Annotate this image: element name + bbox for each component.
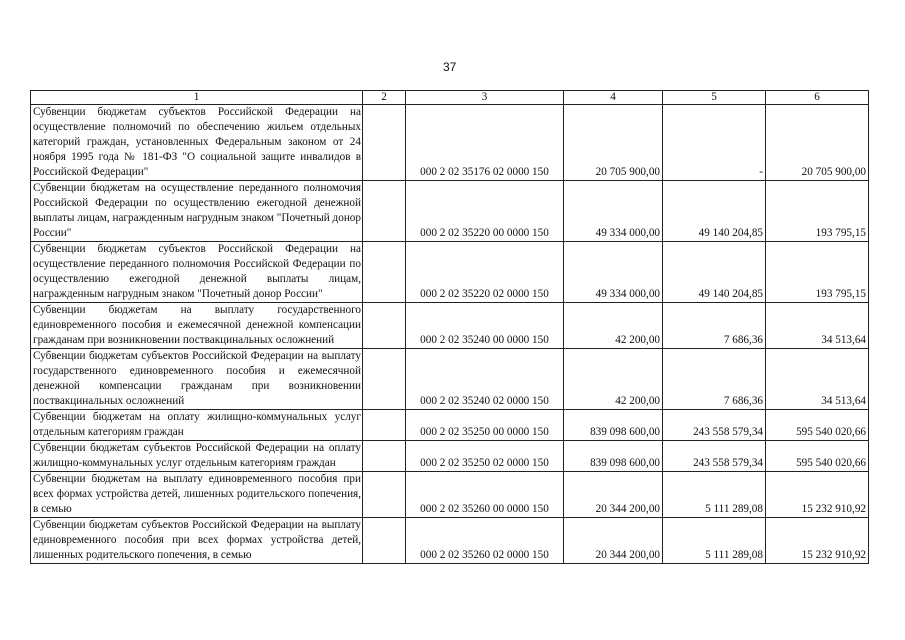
row-budget-code: 000 2 02 35260 00 0000 150 <box>406 472 564 518</box>
table-row <box>31 242 869 303</box>
row-executed-amount: 7 686,36 <box>663 303 766 349</box>
row-budget-code: 000 2 02 35240 00 0000 150 <box>406 303 564 349</box>
row-col2 <box>363 441 406 472</box>
row-plan-amount: 839 098 600,00 <box>564 441 663 472</box>
row-executed-amount: 5 111 289,08 <box>663 472 766 518</box>
row-description: Субвенции бюджетам субъектов Российской Федерации на выплату государственного единовременного пособия и ежемесячной денежной компенсации гражданам при возникновении поствакцинальных осложнений <box>31 349 363 410</box>
row-executed-amount: 49 140 204,85 <box>663 242 766 303</box>
row-remainder-amount: 15 232 910,92 <box>766 518 869 564</box>
table-row <box>31 181 869 242</box>
header-col-6: 6 <box>766 91 869 105</box>
row-remainder-amount: 595 540 020,66 <box>766 441 869 472</box>
header-col-3: 3 <box>406 91 564 105</box>
row-executed-amount: 5 111 289,08 <box>663 518 766 564</box>
row-plan-amount: 20 344 200,00 <box>564 472 663 518</box>
table-row <box>31 349 869 410</box>
row-col2 <box>363 410 406 441</box>
table-row <box>31 441 869 472</box>
row-plan-amount: 20 344 200,00 <box>564 518 663 564</box>
row-remainder-amount: 20 705 900,00 <box>766 105 869 181</box>
row-description: Субвенции бюджетам на выплату государственного единовременного пособия и ежемесячной денежной компенсации гражданам при возникновении поствакцинальных осложнений <box>31 303 363 349</box>
row-budget-code: 000 2 02 35176 02 0000 150 <box>406 105 564 181</box>
row-budget-code: 000 2 02 35250 00 0000 150 <box>406 410 564 441</box>
table-row <box>31 472 869 518</box>
row-description: Субвенции бюджетам на выплату единовременного пособия при всех формах устройства детей, лишенных родительского попечения, в семью <box>31 472 363 518</box>
header-col-1: 1 <box>31 91 363 105</box>
row-description: Субвенции бюджетам на оплату жилищно-коммунальных услуг отдельным категориям граждан <box>31 410 363 441</box>
row-budget-code: 000 2 02 35220 02 0000 150 <box>406 242 564 303</box>
row-budget-code: 000 2 02 35250 02 0000 150 <box>406 441 564 472</box>
header-col-2: 2 <box>363 91 406 105</box>
row-remainder-amount: 193 795,15 <box>766 242 869 303</box>
row-col2 <box>363 181 406 242</box>
row-remainder-amount: 34 513,64 <box>766 349 869 410</box>
table-row <box>31 303 869 349</box>
page-number: 37 <box>443 60 457 74</box>
row-remainder-amount: 15 232 910,92 <box>766 472 869 518</box>
table-row <box>31 410 869 441</box>
row-remainder-amount: 193 795,15 <box>766 181 869 242</box>
row-description: Субвенции бюджетам на осуществление переданного полномочия Российской Федерации по осуществлению ежегодной денежной выплаты лицам, награжденным нагрудным знаком "Почетный донор России" <box>31 181 363 242</box>
table-row <box>31 105 869 181</box>
row-col2 <box>363 303 406 349</box>
row-executed-amount: 243 558 579,34 <box>663 441 766 472</box>
row-plan-amount: 20 705 900,00 <box>564 105 663 181</box>
budget-table <box>30 90 869 564</box>
table-row <box>31 518 869 564</box>
row-col2 <box>363 518 406 564</box>
row-budget-code: 000 2 02 35240 02 0000 150 <box>406 349 564 410</box>
row-col2 <box>363 242 406 303</box>
row-plan-amount: 42 200,00 <box>564 303 663 349</box>
header-col-4: 4 <box>564 91 663 105</box>
row-col2 <box>363 472 406 518</box>
row-executed-amount: 7 686,36 <box>663 349 766 410</box>
row-remainder-amount: 34 513,64 <box>766 303 869 349</box>
row-description: Субвенции бюджетам субъектов Российской Федерации на выплату единовременного пособия при всех формах устройства детей, лишенных родительского попечения, в семью <box>31 518 363 564</box>
row-plan-amount: 49 334 000,00 <box>564 181 663 242</box>
row-budget-code: 000 2 02 35260 02 0000 150 <box>406 518 564 564</box>
row-remainder-amount: 595 540 020,66 <box>766 410 869 441</box>
header-col-5: 5 <box>663 91 766 105</box>
row-executed-amount: 243 558 579,34 <box>663 410 766 441</box>
row-col2 <box>363 349 406 410</box>
row-description: Субвенции бюджетам субъектов Российской Федерации на оплату жилищно-коммунальных услуг отдельным категориям граждан <box>31 441 363 472</box>
row-executed-amount: - <box>663 105 766 181</box>
row-executed-amount: 49 140 204,85 <box>663 181 766 242</box>
row-description: Субвенции бюджетам субъектов Российской Федерации на осуществление переданного полномочия Российской Федерации по осуществлению ежегодной денежной выплаты лицам, награжденным нагрудным знаком "Почетный донор России" <box>31 242 363 303</box>
row-plan-amount: 49 334 000,00 <box>564 242 663 303</box>
header-row <box>31 91 869 105</box>
row-col2 <box>363 105 406 181</box>
row-budget-code: 000 2 02 35220 00 0000 150 <box>406 181 564 242</box>
row-description: Субвенции бюджетам субъектов Российской Федерации на осуществление полномочий по обеспечению жильем отдельных категорий граждан, установленных Федеральным законом от 24 ноября 1995 года № 181-ФЗ "О социальной защите инвалидов в Российской Федерации" <box>31 105 363 181</box>
row-plan-amount: 839 098 600,00 <box>564 410 663 441</box>
row-plan-amount: 42 200,00 <box>564 349 663 410</box>
